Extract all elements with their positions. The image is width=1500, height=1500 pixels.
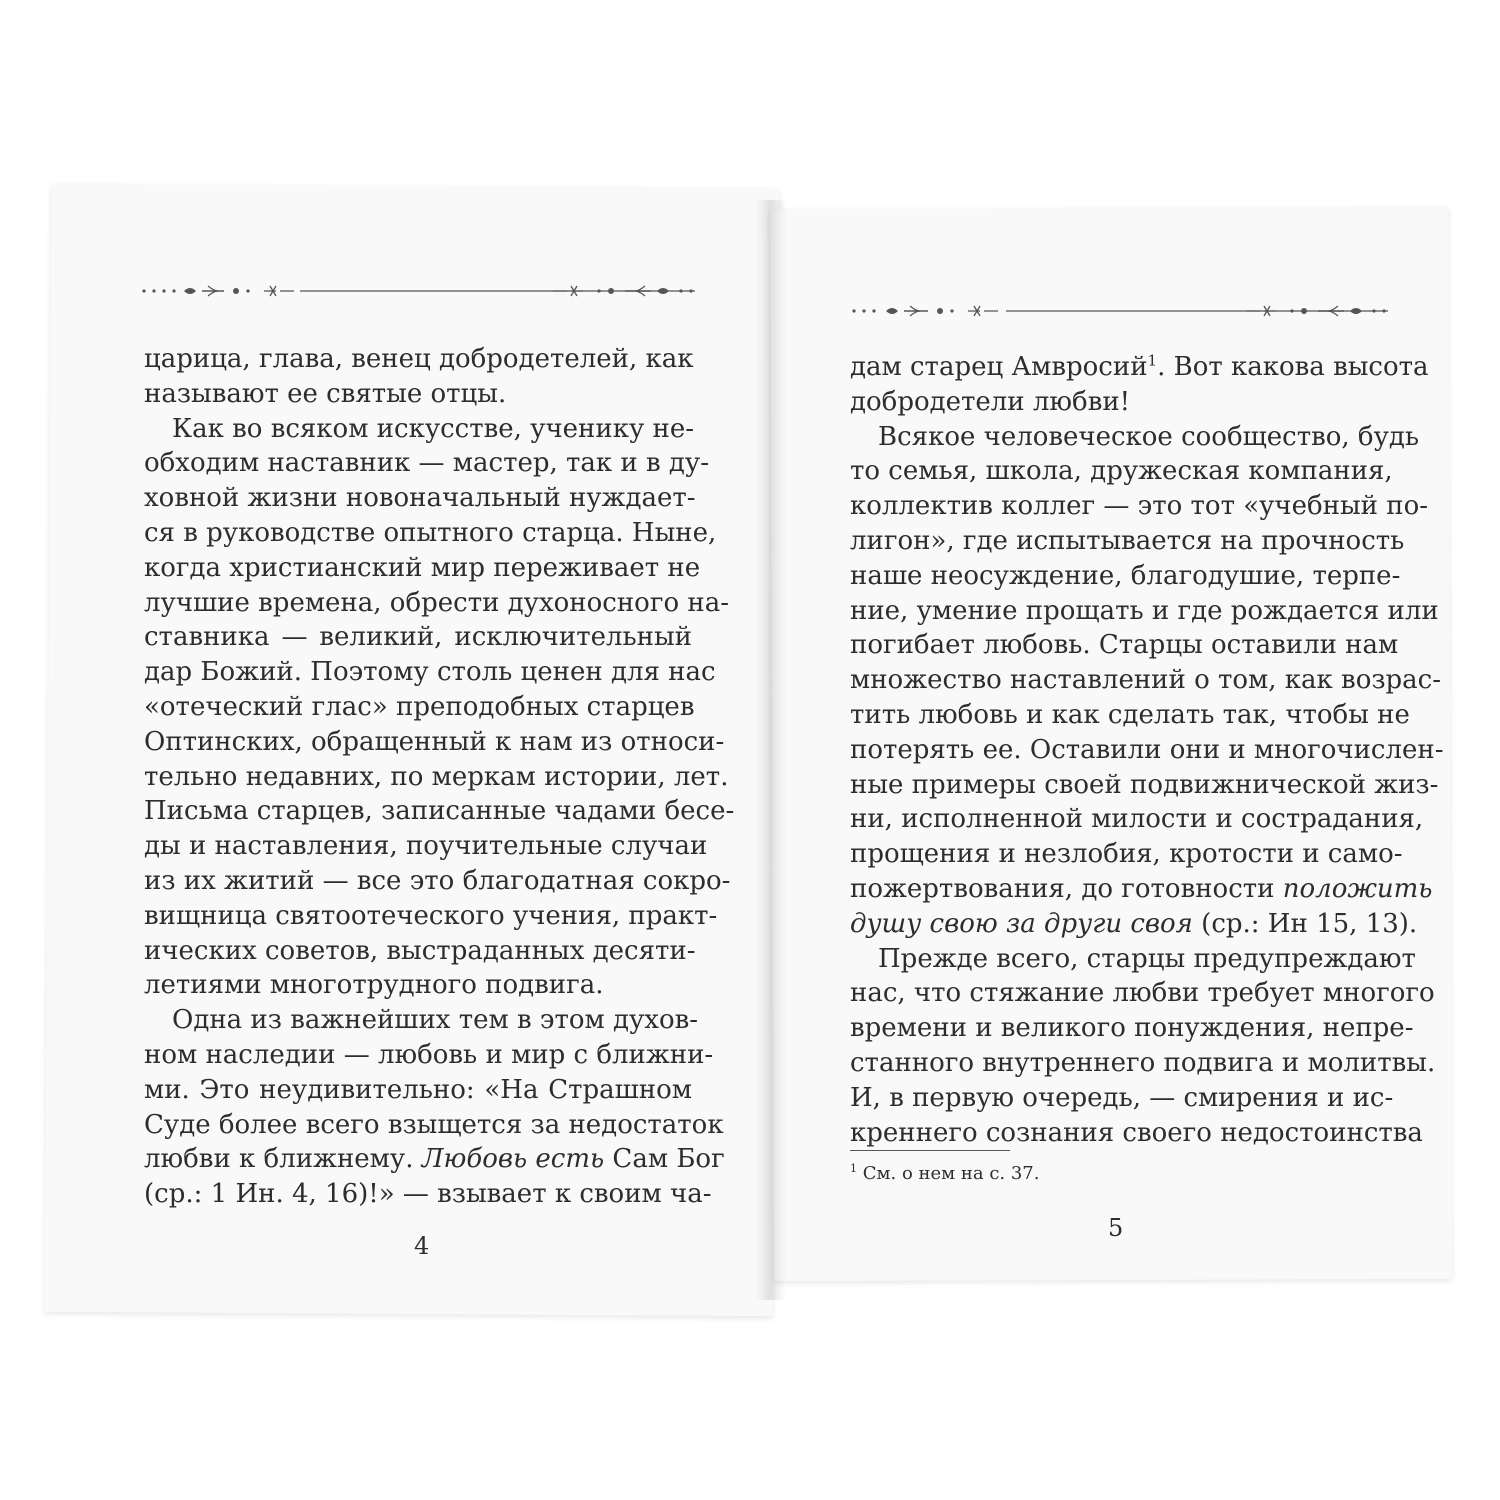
text-line: ды и наставления, поучительные случаи — [144, 831, 708, 862]
text-line: ние, умение прощать и где рождается или — [850, 595, 1439, 626]
text-line: обходим наставник — мастер, так и в ду- — [144, 448, 710, 479]
text-line — [850, 872, 1433, 907]
text-line: Одна из важнейших тем в этом духов- — [172, 1005, 699, 1036]
text-line: называют ее святые отцы. — [144, 378, 507, 409]
text-line: нас, что стяжание любви требует многого — [850, 978, 1435, 1009]
text-line: лигон», где испытывается на прочность — [850, 525, 1405, 556]
text-line: ховной жизни новоначальный нуждает- — [144, 483, 696, 514]
book-gutter — [756, 200, 786, 1300]
text-line: (ср.: 1 Ин. 4, 16)!» — взывает к своим ча- — [144, 1179, 712, 1210]
text-line — [144, 1142, 725, 1177]
text-line: из их житий — все это благодатная сокро- — [144, 865, 731, 896]
text-line: креннего сознания своего недостоинства — [850, 1117, 1423, 1148]
text-line: ном наследии — любовь и мир с ближни- — [144, 1039, 714, 1070]
header-ornament-icon — [140, 279, 695, 303]
text-line: множество наставлений о том, как возрас- — [850, 665, 1442, 696]
text-line: тельно недавних, по меркам истории, лет. — [144, 761, 729, 792]
footnote-text: См. о нем на с. 37. — [857, 1163, 1040, 1184]
text-line: ставника — великий, исключительный — [144, 622, 692, 653]
page-number: 4 — [414, 1232, 430, 1260]
text-line: времени и великого понуждения, непре- — [850, 1013, 1414, 1044]
text-line: ные примеры своей подвижнической жиз- — [850, 769, 1439, 800]
text-line: погибает любовь. Старцы оставили нам — [850, 630, 1399, 661]
text-line: коллектив коллег — это тот «учебный по- — [850, 491, 1429, 522]
header-ornament-icon — [850, 299, 1388, 323]
text-line — [850, 350, 1429, 385]
text-line: ся в руководстве опытного старца. Ныне, — [144, 517, 717, 548]
text-line: вищница святоотеческого учения, практ- — [144, 900, 718, 931]
text-line: то семья, школа, дружеская компания, — [850, 456, 1393, 487]
text-line: тить любовь и как сделать так, чтобы не — [850, 699, 1410, 730]
left-page-text — [144, 342, 735, 1212]
footnote — [850, 1162, 1039, 1186]
text-line: дар Божий. Поэтому столь ценен для нас — [144, 657, 716, 688]
text-line: Как во всяком искусстве, ученику не- — [172, 413, 695, 444]
footnote-divider — [850, 1150, 1010, 1151]
text-line: Суде более всего взыщется за недостаток — [144, 1109, 724, 1140]
italic-text: душу свою за други своя — [850, 908, 1193, 939]
text-line: наше неосуждение, благодушие, терпе- — [850, 560, 1401, 591]
text-line: потерять ее. Оставили они и многочислен- — [850, 734, 1444, 765]
text-run: дам старец Амвросий — [850, 352, 1148, 382]
text-line: Прежде всего, старцы предупреждают — [878, 943, 1416, 974]
text-line: ми. Это неудивительно: «На Страшном — [144, 1074, 692, 1105]
text-line: Оптинских, обращенный к нам из относи- — [144, 726, 725, 757]
text-line: ни, исполненной милости и сострадания, — [850, 804, 1424, 835]
text-line: станного внутреннего подвига и молитвы. — [850, 1047, 1436, 1078]
text-line: «отеческий глас» преподобных старцев — [144, 691, 695, 722]
text-line: Всякое человеческое сообщество, будь — [878, 421, 1420, 452]
text-line: летиями многотрудного подвига. — [144, 970, 604, 1001]
text-line: ических советов, выстраданных десяти- — [144, 935, 696, 966]
italic-text: Любовь есть — [421, 1144, 605, 1175]
text-run: любви к ближнему. — [144, 1144, 422, 1175]
text-run: Сам Бог — [604, 1144, 725, 1175]
text-line: царица, глава, венец добродетелей, как — [144, 344, 694, 374]
text-line: Письма старцев, записанные чадами бесе- — [144, 796, 735, 827]
text-line: И, в первую очередь, — смирения и ис- — [850, 1082, 1394, 1113]
italic-text: положить — [1282, 873, 1433, 904]
text-line: когда христианский мир переживает не — [144, 552, 701, 583]
text-run: пожертвования, до готовности — [850, 873, 1283, 904]
footnote-reference[interactable]: 1 — [1147, 351, 1158, 370]
footnote-mark: 1 — [850, 1162, 857, 1175]
text-line: прощения и незлобия, кротости и само- — [850, 839, 1403, 870]
right-page-text — [850, 350, 1444, 1150]
page-number: 5 — [1108, 1214, 1124, 1242]
text-run: (ср.: Ин 15, 13). — [1192, 908, 1418, 939]
text-line: добродетели любви! — [850, 386, 1131, 417]
text-run: . Вот какова высота — [1157, 352, 1429, 382]
text-line: лучшие времена, обрести духоносного на- — [144, 587, 729, 618]
text-line — [850, 907, 1418, 942]
